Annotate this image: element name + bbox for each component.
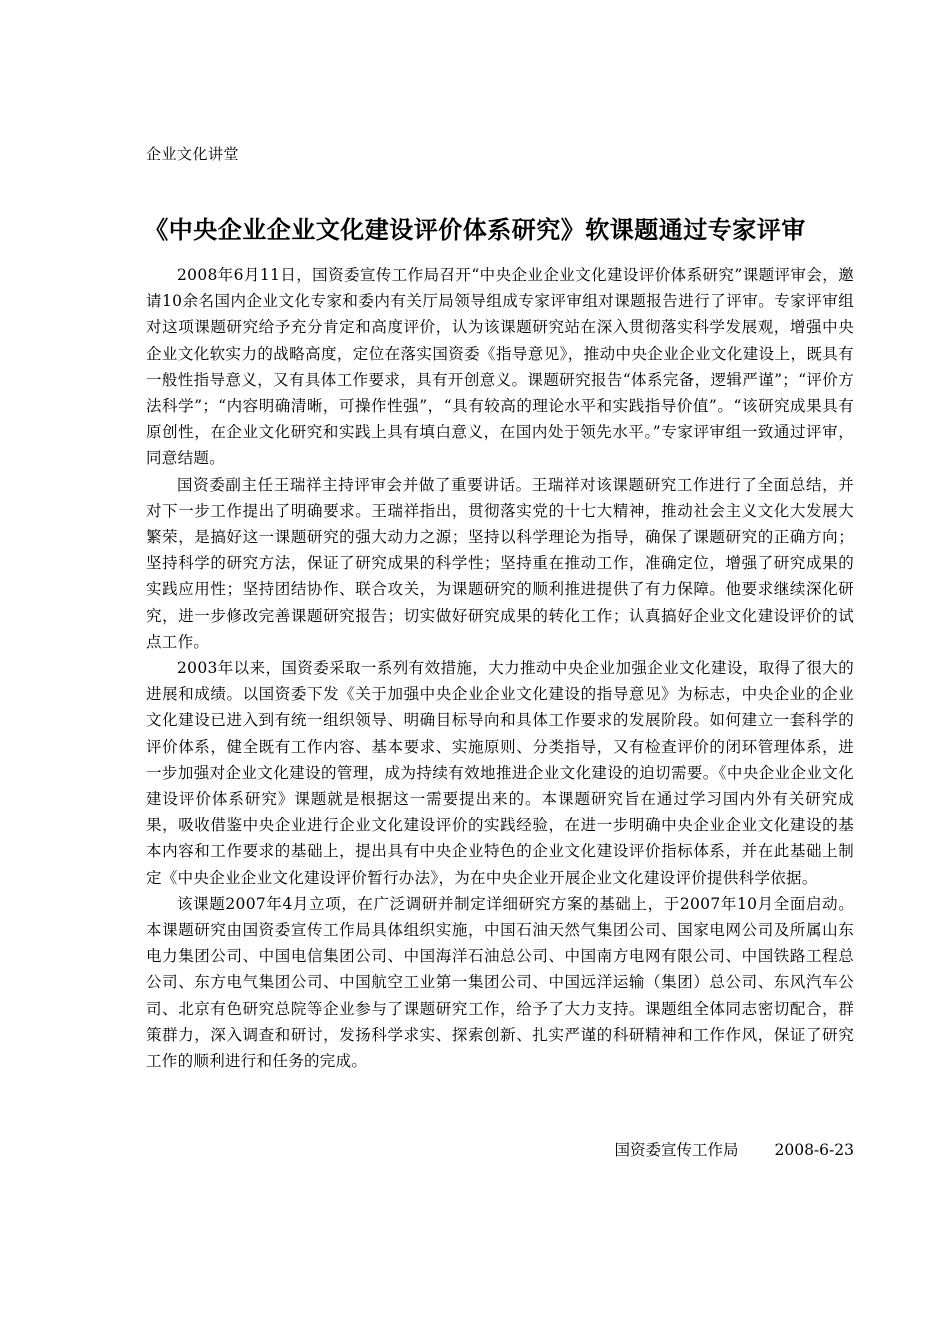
column-label: 企业文化讲堂	[146, 145, 240, 163]
signature-organization: 国资委宣传工作局	[614, 1141, 739, 1159]
signature-line	[614, 1137, 854, 1163]
paragraph-3: 2003年以来，国资委采取一系列有效措施，大力推动中央企业加强企业文化建设，取得了很大的进展和成绩。以国资委下发《关于加强中央企业企业文化建设的指导意见》为标志，中央企业的企业文化建设已进入到有统一组织领导、明确目标导向和具体工作要求的发展阶段。如何建立一套科学的评价体系，健全既有工作内容、基本要求、实施原则、分类指导，又有检查评价的闭环管理体系，进一步加强对企业文化建设的管理，成为持续有效地推进企业文化建设的迫切需要。《中央企业企业文化建设评价体系研究》课题就是根据这一需要提出来的。本课题研究旨在通过学习国内外有关研究成果，吸收借鉴中央企业进行企业文化建设评价的实践经验，在进一步明确中央企业企业文化建设的基本内容和工作要求的基础上，提出具有中央企业特色的企业文化建设评价指标体系，并在此基础上制定《中央企业企业文化建设评价暂行办法》，为在中央企业开展企业文化建设评价提供科学依据。	[146, 659, 854, 887]
paragraph-2: 国资委副主任王瑞祥主持评审会并做了重要讲话。王瑞祥对该课题研究工作进行了全面总结，并对下一步工作提出了明确要求。王瑞祥指出，贯彻落实党的十七大精神，推动社会主义文化大发展大繁荣，是搞好这一课题研究的强大动力之源；坚持以科学理论为指导，确保了课题研究的正确方向；坚持科学的研究方法，保证了研究成果的科学性；坚持重在推动工作，准确定位，增强了研究成果的实践应用性；坚持团结协作、联合攻关，为课题研究的顺利推进提供了有力保障。他要求继续深化研究，进一步修改完善课题研究报告；切实做好研究成果的转化工作；认真搞好企业文化建设评价的试点工作。	[146, 475, 854, 651]
article-body	[146, 262, 854, 1074]
paragraph-4: 该课题2007年4月立项，在广泛调研并制定详细研究方案的基础上，于2007年10月全面启动。本课题研究由国资委宣传工作局具体组织实施，中国石油天然气集团公司、国家电网公司及所属山东电力集团公司、中国电信集团公司、中国海洋石油总公司、中国南方电网有限公司、中国铁路工程总公司、东方电气集团公司、中国航空工业第一集团公司、中国远洋运输（集团）总公司、东风汽车公司、北京有色研究总院等企业参与了课题研究工作，给予了大力支持。课题组全体同志密切配合，群策群力，深入调查和研讨，发扬科学求实、探索创新、扎实严谨的科研精神和工作作风，保证了研究工作的顺利进行和任务的完成。	[146, 894, 854, 1071]
paragraph-1: 2008年6月11日，国资委宣传工作局召开“中央企业企业文化建设评价体系研究”课题评审会，邀请10余名国内企业文化专家和委内有关厅局领导组成专家评审组对课题报告进行了评审。专家评审组对这项课题研究给予充分肯定和高度评价，认为该课题研究站在深入贯彻落实科学发展观，增强中央企业文化软实力的战略高度，定位在落实国资委《指导意见》，推动中央企业企业文化建设上，既具有一般性指导意义，又有具体工作要求，具有开创意义。课题研究报告“体系完备，逻辑严谨”；“评价方法科学”；“内容明确清晰，可操作性强”，“具有较高的理论水平和实践指导价值”。“该研究成果具有原创性，在企业文化研究和实践上具有填白意义，在国内处于领先水平。”专家评审组一致通过评审，同意结题。	[146, 266, 854, 468]
signature-date: 2008-6-23	[774, 1141, 854, 1159]
article-title: 《中央企业企业文化建设评价体系研究》软课题通过专家评审	[144, 216, 806, 245]
